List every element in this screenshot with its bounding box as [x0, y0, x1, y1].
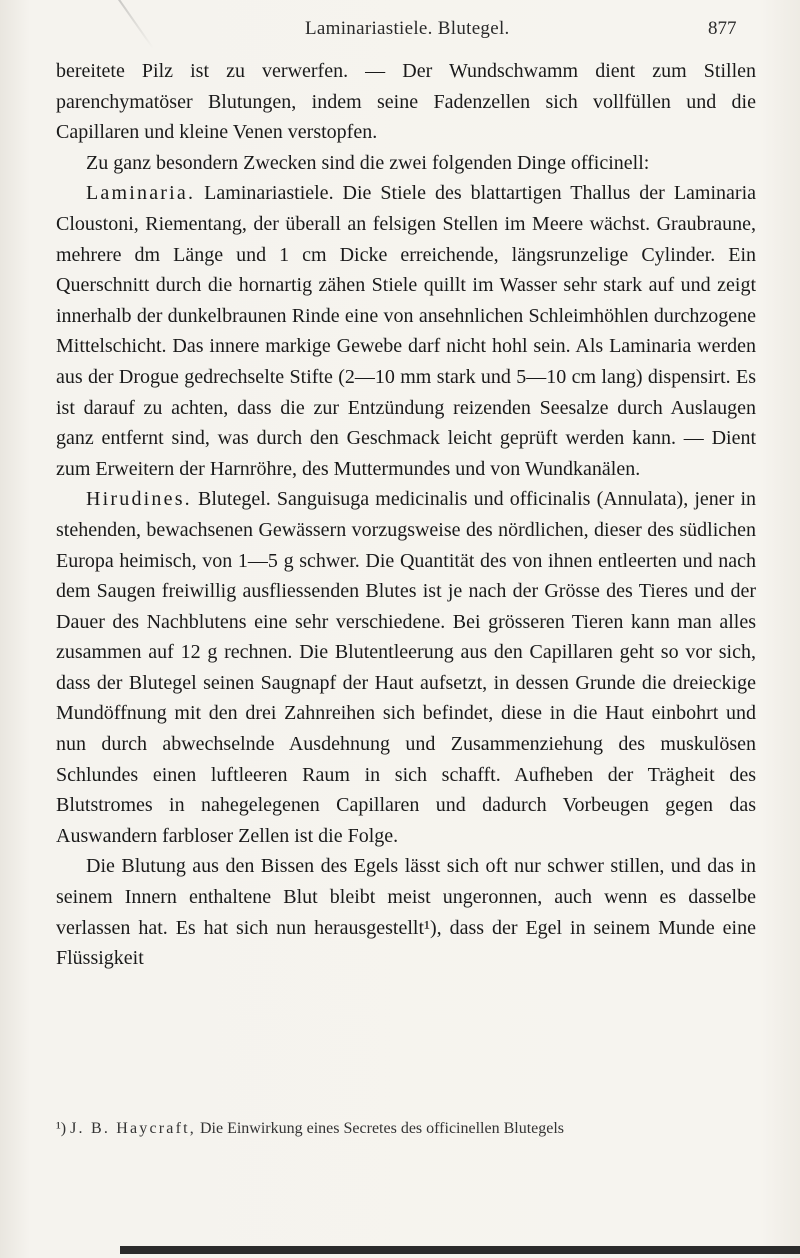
paragraph-laminaria: Laminaria. Laminariastiele. Die Stiele des blattartigen Thallus der Laminaria Cloustoni, Riementang, der überall an felsigen Stellen im Meere wächst. Graubraune, mehrere dm Länge und 1 cm Dicke erreichende, längsrunzelige Cylinder. Ein Querschnitt durch die hornartig zähen Stiele quillt im Wasser sehr stark auf und zeigt innerhalb der dunkelbraunen Rinde eine von ansehnlichen Schleimhöhlen durchzogene Mittelschicht. Das innere markige Gewebe darf nicht hohl sein. Als Laminaria werden aus der Drogue gedrechselte Stifte (2—10 mm stark und 5—10 cm lang) dispensirt. Es ist darauf zu achten, dass die zur Entzündung reizenden Seesalze durch Auslaugen ganz entfernt sind, was durch den Geschmack leicht geprüft werden kann. — Dient zum Erweitern der Harnröhre, des Muttermundes und von Wundkanälen.	[56, 182, 756, 480]
page-number: 877	[708, 18, 737, 39]
paragraph-2: Zu ganz besondern Zwecken sind die zwei folgenden Dinge officinell:	[86, 151, 650, 174]
paragraph-1: bereitete Pilz ist zu verwerfen. — Der Wundschwamm dient zum Stillen parenchymatöser Blutungen, indem seine Fadenzellen sich vollfüllen und die Capillaren und kleine Venen verstopfen.	[56, 60, 756, 144]
page-bottom-edge	[120, 1246, 800, 1254]
footnote-author: J. B. Haycraft,	[70, 1120, 196, 1137]
footnote-text: Die Einwirkung eines Secretes des officinellen Blutegels	[195, 1120, 565, 1137]
footnote-marker: ¹)	[56, 1120, 67, 1137]
footnote	[56, 1118, 776, 1140]
entry-heading-hirudines: Hirudines.	[86, 488, 192, 511]
paragraph-hirudines: Hirudines. Blutegel. Sanguisuga medicinalis und officinalis (Annulata), jener in stehenden, bewachsenen Gewässern vorzugsweise des nördlichen, dieser des südlichen Europa heimisch, von 1—5 g schwer. Die Quantität des von ihnen entleerten und nach dem Saugen freiwillig ausfliessenden Blutes ist je nach der Grösse des Tieres und der Dauer des Nachblutens eine sehr verschiedene. Bei grösseren Tieren kann man alles zusammen auf 12 g rechnen. Die Blutentleerung aus den Capillaren geht so vor sich, dass der Blutegel seinen Saugnapf der Haut aufsetzt, in dessen Grunde die dreieckige Mundöffnung mit den drei Zahnreihen sich befindet, diese in die Haut einbohrt und nun durch abwechselnde Ausdehnung und Zusammenziehung des muskulösen Schlundes einen luftleeren Raum in sich schafft. Aufheben der Trägheit des Blutstromes in nahegelegenen Capillaren und dadurch Vorbeugen gegen das Auswandern farbloser Zellen ist die Folge.	[56, 488, 756, 847]
entry-heading-laminaria: Laminaria.	[86, 182, 196, 205]
page-header	[0, 18, 800, 48]
body-text	[56, 56, 756, 974]
paragraph-5: Die Blutung aus den Bissen des Egels lässt sich oft nur schwer stillen, und das in seinem Innern enthaltene Blut bleibt meist ungeronnen, auch wenn es dasselbe verlassen hat. Es hat sich nun herausgestellt¹), dass der Egel in seinem Munde eine Flüssigkeit	[56, 855, 756, 970]
running-head: Laminariastiele. Blutegel.	[305, 18, 510, 39]
